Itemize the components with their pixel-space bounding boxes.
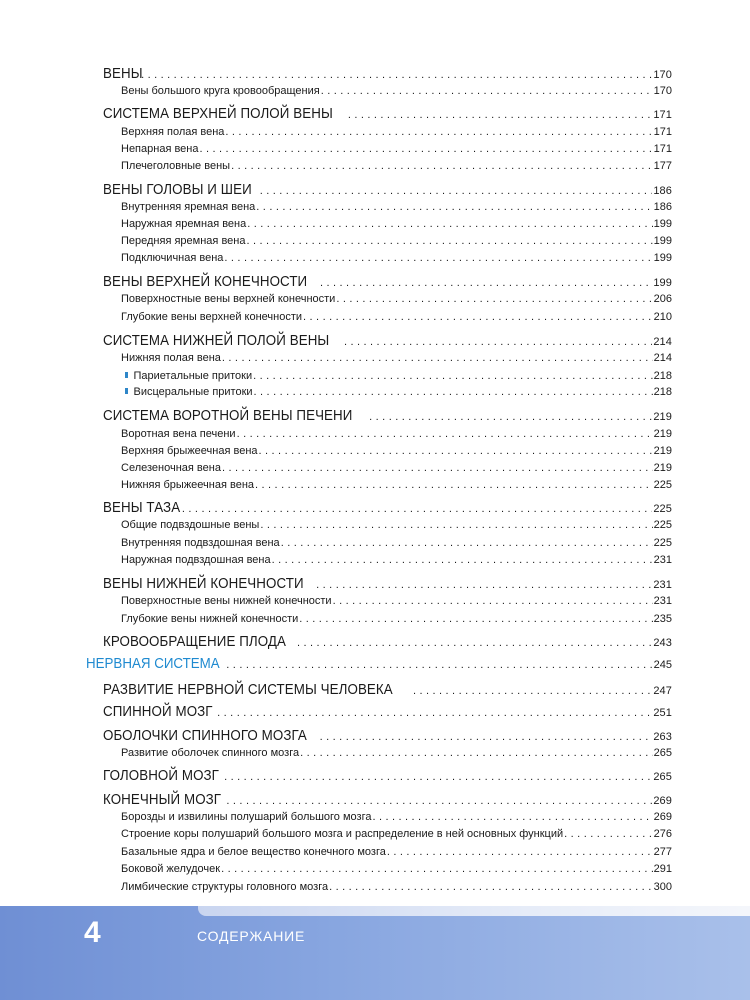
dot-leader	[297, 637, 652, 649]
toc-entry-title: Наружная подвздошная вена	[121, 554, 271, 566]
toc-entry-title: Передняя яремная вена	[121, 235, 246, 247]
toc-entry	[121, 462, 672, 474]
dot-leader	[333, 595, 653, 607]
toc-entry-title: Висцеральные притоки	[133, 386, 253, 398]
dot-leader	[320, 731, 653, 743]
toc-entry-title: Наружная яремная вена	[121, 218, 247, 230]
toc-entry-title: ГОЛОВНОЙ МОЗГ	[103, 768, 220, 784]
toc-page-number: 300	[653, 881, 672, 893]
toc-entry	[121, 828, 672, 840]
toc-entry-title: Верхняя полая вена	[121, 126, 225, 138]
toc-page-number: 265	[653, 771, 672, 783]
toc-entry-title: Базальные ядра и белое вещество конечного мозга	[121, 846, 386, 858]
toc-section	[103, 792, 672, 808]
toc-page-number: 245	[653, 659, 672, 671]
dot-leader	[231, 160, 653, 172]
toc-entry	[121, 126, 672, 138]
toc-page-number: 214	[653, 336, 672, 348]
toc-page-number: 186	[653, 185, 672, 197]
toc-entry-title: Поверхностные вены нижней конечности	[121, 595, 332, 607]
toc-entry	[121, 519, 672, 531]
toc-entry-title: Поверхностные вены верхней конечности	[121, 293, 336, 305]
toc-section	[103, 634, 672, 650]
dot-leader	[272, 554, 653, 566]
toc-entry-title: ВЕНЫ	[103, 66, 143, 82]
footer-strip	[198, 906, 750, 916]
dot-leader	[226, 659, 652, 671]
toc-entry-title: Воротная вена печени	[121, 428, 236, 440]
toc-entry	[121, 863, 672, 875]
dot-leader	[303, 311, 653, 323]
dot-leader	[222, 462, 653, 474]
dot-leader	[369, 411, 652, 423]
toc-page-number: 218	[653, 386, 672, 398]
toc-page-number: 199	[653, 252, 672, 264]
dot-leader	[299, 613, 652, 625]
toc-section	[103, 704, 672, 720]
toc-entry	[121, 479, 672, 491]
toc-entry	[121, 881, 672, 893]
toc-entry-title: Глубокие вены нижней конечности	[121, 613, 299, 625]
toc-entry	[121, 352, 672, 364]
toc-page-number: 269	[653, 811, 672, 823]
toc-entry-title: СИСТЕМА НИЖНЕЙ ПОЛОЙ ВЕНЫ	[103, 333, 330, 349]
toc-entry-title: ОБОЛОЧКИ СПИННОГО МОЗГА	[103, 728, 307, 744]
dot-leader	[259, 445, 653, 457]
toc-section	[103, 333, 672, 349]
toc-page-number: 247	[653, 685, 672, 697]
toc-entry-title: КОНЕЧНЫЙ МОЗГ	[103, 792, 222, 808]
toc-entry-title: РАЗВИТИЕ НЕРВНОЙ СИСТЕМЫ ЧЕЛОВЕКА	[103, 682, 393, 698]
toc-entry	[121, 747, 672, 759]
toc-entry-title: Селезеночная вена	[121, 462, 221, 474]
dot-leader	[217, 707, 652, 719]
toc-page-number: 219	[653, 462, 672, 474]
toc-entry	[121, 143, 672, 155]
dot-leader	[281, 537, 653, 549]
toc-entry-title: Нижняя брыжеечная вена	[121, 479, 255, 491]
dot-leader	[200, 143, 653, 155]
toc-entry-title: Плечеголовные вены	[121, 160, 231, 172]
dot-leader	[256, 201, 652, 213]
toc-page-number: 170	[653, 85, 672, 97]
toc-page-number: 177	[653, 160, 672, 172]
toc-entry-title: Строение коры полушарий большого мозга и распределение в ней основных функций	[121, 828, 564, 840]
toc-entry-title: Подключичная вена	[121, 252, 224, 264]
toc-page-number: 170	[653, 69, 672, 81]
toc-entry-title: ВЕНЫ НИЖНЕЙ КОНЕЧНОСТИ	[103, 576, 304, 592]
toc-page-number: 218	[653, 370, 672, 382]
footer-title: СОДЕРЖАНИЕ	[197, 928, 306, 944]
toc-entry	[121, 595, 672, 607]
dot-leader	[316, 579, 652, 591]
toc-entry-title: ВЕНЫ ГОЛОВЫ И ШЕИ	[103, 182, 252, 198]
toc-section	[103, 66, 672, 82]
dot-leader	[255, 479, 653, 491]
dot-leader	[246, 235, 652, 247]
toc-entry	[121, 811, 672, 823]
toc-page-number: 263	[653, 731, 672, 743]
toc-page-number: 199	[653, 277, 672, 289]
toc-section	[103, 182, 672, 198]
toc-page-number: 265	[653, 747, 672, 759]
toc-entry-title: НЕРВНАЯ СИСТЕМА	[86, 656, 220, 672]
dot-leader	[247, 218, 652, 230]
toc-entry	[121, 85, 672, 97]
toc-entry-title: СИСТЕМА ВЕРХНЕЙ ПОЛОЙ ВЕНЫ	[103, 106, 333, 122]
toc-entry-title: Общие подвздошные вены	[121, 519, 260, 531]
dot-leader	[182, 503, 652, 515]
toc-section	[103, 274, 672, 290]
toc-entry-title: Глубокие вены верхней конечности	[121, 311, 303, 323]
dot-leader	[321, 85, 653, 97]
dot-leader	[300, 747, 653, 759]
footer-band	[0, 906, 750, 1000]
toc-entry-title: Непарная вена	[121, 143, 199, 155]
toc-entry	[121, 554, 672, 566]
toc-page-number: 219	[653, 445, 672, 457]
dot-leader	[329, 881, 653, 893]
toc-entry	[121, 537, 672, 549]
dot-leader	[254, 386, 653, 398]
toc-entry-title: СПИННОЙ МОЗГ	[103, 704, 213, 720]
dot-leader	[348, 109, 652, 121]
dot-leader	[224, 252, 652, 264]
toc-page-number: 235	[653, 613, 672, 625]
toc-entry-title: КРОВООБРАЩЕНИЕ ПЛОДА	[103, 634, 287, 650]
toc-entry	[121, 613, 672, 625]
toc-entry-title: Внутренняя подвздошная вена	[121, 537, 280, 549]
dot-leader	[413, 685, 652, 697]
toc-section	[103, 682, 672, 698]
square-bullet-icon	[125, 388, 128, 394]
toc-page-number: 277	[653, 846, 672, 858]
toc-page-number: 269	[653, 795, 672, 807]
toc-entry	[121, 201, 672, 213]
toc-entry-title: Нижняя полая вена	[121, 352, 221, 364]
toc-page-number: 231	[653, 595, 672, 607]
toc-entry	[121, 846, 672, 858]
toc-entry-title: Вены большого круга кровообращения	[121, 85, 320, 97]
dot-leader	[260, 519, 652, 531]
toc-entry	[121, 445, 672, 457]
toc-page-number: 171	[653, 143, 672, 155]
toc-section	[103, 408, 672, 424]
toc-entry	[125, 370, 672, 382]
dot-leader	[225, 126, 652, 138]
toc-entry-title: ВЕНЫ ТАЗА	[103, 500, 181, 516]
toc-page-number: 219	[653, 428, 672, 440]
toc-entry-title: Верхняя брыжеечная вена	[121, 445, 258, 457]
dot-leader	[320, 277, 652, 289]
toc-page-number: 219	[653, 411, 672, 423]
dot-leader	[226, 795, 652, 807]
dot-leader	[344, 336, 652, 348]
dot-leader	[336, 293, 652, 305]
dot-leader	[253, 370, 653, 382]
page-number: 4	[84, 916, 101, 949]
toc-entry	[121, 160, 672, 172]
dot-leader	[224, 771, 652, 783]
toc-entry	[121, 428, 672, 440]
dot-leader	[372, 811, 652, 823]
toc-page-number: 199	[653, 235, 672, 247]
toc-page-number: 186	[653, 201, 672, 213]
dot-leader	[237, 428, 653, 440]
toc-entry-title: Развитие оболочек спинного мозга	[121, 747, 300, 759]
toc-section	[103, 106, 672, 122]
toc-entry	[121, 252, 672, 264]
dot-leader	[221, 863, 653, 875]
toc-page-number: 225	[653, 537, 672, 549]
toc-page-number: 171	[653, 109, 672, 121]
toc-entry	[121, 311, 672, 323]
toc-page-number: 199	[653, 218, 672, 230]
dot-leader	[564, 828, 652, 840]
toc-page-number: 225	[653, 519, 672, 531]
dot-leader	[387, 846, 653, 858]
toc-page-number: 225	[653, 503, 672, 515]
toc-page-number: 171	[653, 126, 672, 138]
toc-page-number: 231	[653, 554, 672, 566]
toc-entry-title: Париетальные притоки	[133, 370, 253, 382]
toc-entry	[125, 386, 672, 398]
toc-entry	[121, 218, 672, 230]
toc-page-number: 210	[653, 311, 672, 323]
dot-leader	[222, 352, 653, 364]
square-bullet-icon	[125, 372, 128, 378]
toc-page-number: 243	[653, 637, 672, 649]
dot-leader	[260, 185, 653, 197]
toc-section	[103, 576, 672, 592]
toc-page-number: 291	[653, 863, 672, 875]
toc-page-number: 206	[653, 293, 672, 305]
toc-page-number: 276	[653, 828, 672, 840]
toc-page-number: 251	[653, 707, 672, 719]
toc-entry	[121, 235, 672, 247]
toc-page-number: 225	[653, 479, 672, 491]
toc-page-number: 231	[653, 579, 672, 591]
toc-chapter	[86, 656, 672, 672]
toc-entry	[121, 293, 672, 305]
toc-entry-title: СИСТЕМА ВОРОТНОЙ ВЕНЫ ПЕЧЕНИ	[103, 408, 353, 424]
toc-entry-title: Боковой желудочек	[121, 863, 221, 875]
toc-section	[103, 728, 672, 744]
toc-entry-title: Борозды и извилины полушарий большого мозга	[121, 811, 372, 823]
dot-leader	[141, 69, 652, 81]
toc-section	[103, 500, 672, 516]
toc-page-number: 214	[653, 352, 672, 364]
toc-entry-title: Внутренняя яремная вена	[121, 201, 256, 213]
toc-section	[103, 768, 672, 784]
toc-entry-title: ВЕНЫ ВЕРХНЕЙ КОНЕЧНОСТИ	[103, 274, 308, 290]
toc-entry-title: Лимбические структуры головного мозга	[121, 881, 329, 893]
